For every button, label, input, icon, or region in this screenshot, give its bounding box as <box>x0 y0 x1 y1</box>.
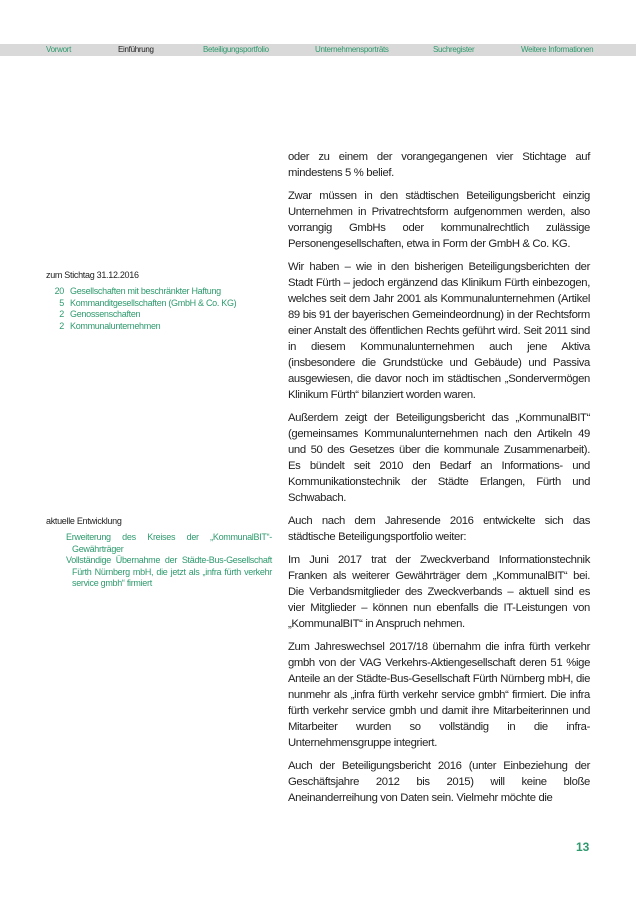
development-item: Erweiterung des Kreises der „KommunalBIT“-Gewährträger <box>66 532 272 554</box>
nav-unternehmensportraets[interactable]: Unternehmensporträts <box>315 45 389 54</box>
count-label: Gesellschaften mit beschränkter Haftung <box>70 286 221 296</box>
count-row <box>46 309 236 321</box>
count-row <box>46 286 236 298</box>
paragraph: Im Juni 2017 trat der Zweckverband Informationstechnik Franken als weiterer Gewährträger dem „KommunalBIT“ bei. Die Verbandsmitglieder des Zweckverbands – aktuell sind es vier Mitglieder – können nun ebenfalls die IT-Leistungen von „KommunalBIT“ in Anspruch nehmen. <box>288 554 590 630</box>
paragraph: Außerdem zeigt der Beteiligungsbericht das „KommunalBIT“ (gemeinsames Kommunalunternehmen nach den Artikeln 49 und 50 des Gesetzes über die kommunale Zusammenarbeit). Es bündelt seit 2010 den Bedarf an Informations- und Kommunikationstechnik der Städte Erlangen, Fürth und Schwabach. <box>288 412 590 504</box>
body-text <box>288 149 590 813</box>
count-label: Genossenschaften <box>70 309 141 319</box>
count-number: 2 <box>59 309 64 319</box>
stichtag-box <box>46 270 236 332</box>
paragraph: Auch der Beteiligungsbericht 2016 (unter Einbeziehung der Geschäftsjahre 2012 bis 2015) will keine bloße Aneinanderreihung von Daten sein. Vielmehr möchte die <box>288 760 590 804</box>
development-box <box>46 516 272 590</box>
nav-suchregister[interactable]: Suchregister <box>433 45 475 54</box>
paragraph: oder zu einem der vorangegangenen vier Stichtage auf mindestens 5 % belief. <box>288 151 590 179</box>
page-number: 13 <box>576 840 590 854</box>
development-item: Vollständige Übernahme der Städte-Bus-Gesellschaft Fürth Nürnberg mbH, die jetzt als „infra fürth verkehr service gmbh“ firmiert <box>66 555 272 588</box>
nav-beteiligungsportfolio[interactable]: Beteiligungsportfolio <box>203 45 269 54</box>
nav-weitere-informationen[interactable]: Weitere Informationen <box>521 45 594 54</box>
section-nav <box>0 44 636 56</box>
count-number: 20 <box>54 286 64 296</box>
paragraph: Zum Jahreswechsel 2017/18 übernahm die infra fürth verkehr gmbh von der VAG Verkehrs-Aktiengesellschaft deren 51 %ige Anteile an der Städte-Bus-Gesellschaft Fürth Nürnberg mbH, die nunmehr als „infra fürth verkehr service gmbh“ firmiert. Die infra fürth verkehr service gmbh und damit ihre Mitarbeiterinnen und Mitarbeiter wurden so vollständig in die infra-Unternehmensgruppe integriert. <box>288 641 590 749</box>
paragraph: Zwar müssen in den städtischen Beteiligungsbericht einzig Unternehmen in Privatrechtsform aufgenommen werden, also vorrangig GmbHs oder kommunalrechtlich zulässige Personengesellschaften, etwa in Form der GmbH & Co. KG. <box>288 190 590 250</box>
stichtag-heading: zum Stichtag 31.12.2016 <box>46 270 139 280</box>
paragraph: Wir haben – wie in den bisherigen Beteiligungsberichten der Stadt Fürth – jedoch ergänzend das Klinikum Fürth einbezogen, welches seit dem Jahr 2001 als Kommunalunternehmen (Artikel 89 bis 91 der bayerischen Gemeindeordnung) in der Rechtsform einer Anstalt des öffentlichen Rechts geführt wird. Seit 2011 sind in diesem Kommunalunternehmen auch jene Aktiva (insbesondere die Grundstücke und Gebäude) und Passiva ausgewiesen, die davor noch im städtischen „Sondervermögen Klinikum Fürth“ bilanziert worden waren. <box>288 261 590 401</box>
count-row <box>46 298 236 310</box>
count-row <box>46 321 236 333</box>
count-number: 5 <box>59 297 64 308</box>
count-label: Kommanditgesellschaften (GmbH & Co. KG) <box>70 297 237 308</box>
nav-vorwort[interactable]: Vorwort <box>46 45 72 54</box>
nav-einfuehrung[interactable]: Einführung <box>118 45 154 54</box>
development-heading: aktuelle Entwicklung <box>46 516 122 526</box>
count-label: Kommunalunternehmen <box>70 320 161 331</box>
paragraph: Auch nach dem Jahresende 2016 entwickelte sich das städtische Beteiligungsportfolio weiter: <box>288 515 590 543</box>
count-number: 2 <box>59 320 64 331</box>
